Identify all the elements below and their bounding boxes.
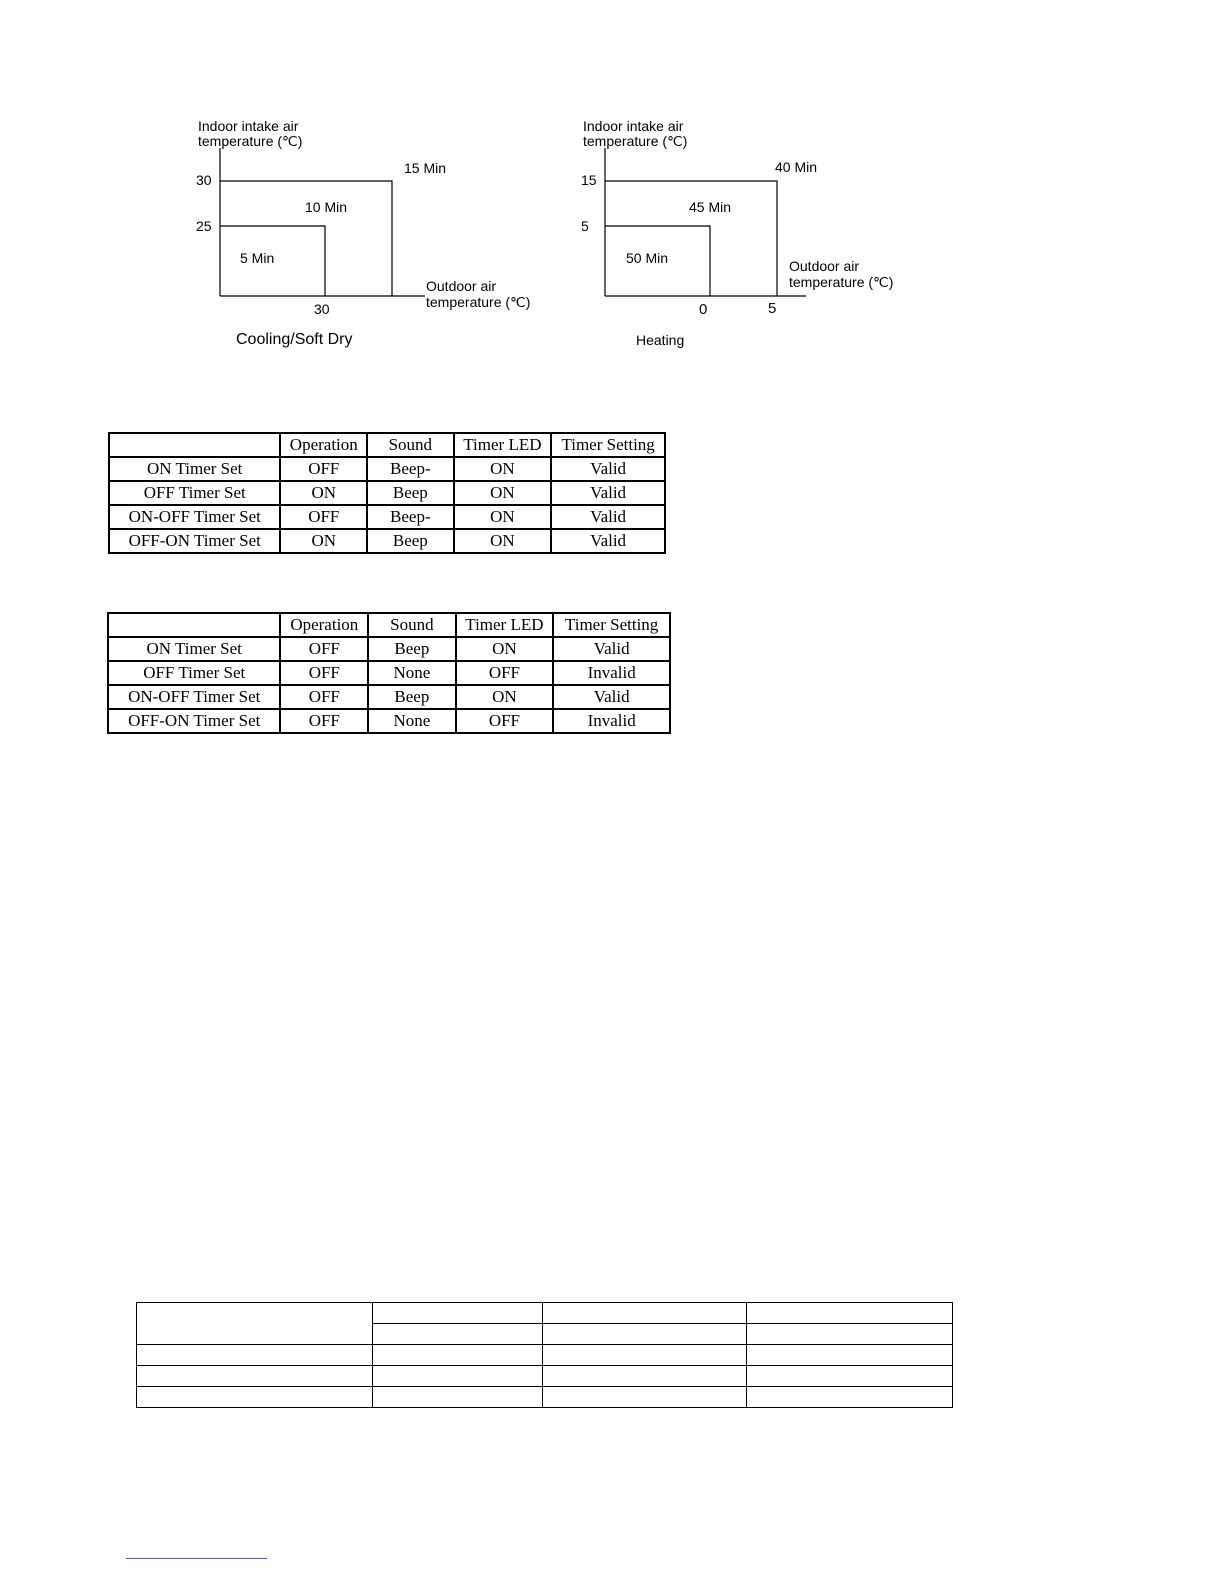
table-cell [137,1387,373,1408]
cooling-xlabel-line2: temperature (℃) [426,294,531,310]
heating-zone-inner-label: 50 Min [626,250,669,266]
heating-xlabel-line1: Outdoor air [789,258,860,274]
table-cell: Beep [368,685,455,709]
table-cell [137,1345,373,1366]
table-cell: OFF Timer Set [109,481,280,505]
heating-caption: Heating [636,332,685,348]
table-cell [372,1387,543,1408]
table-cell: Beep [368,637,455,661]
table-header-cell: Timer LED [454,433,552,457]
heating-zone-middle-label: 45 Min [689,199,732,215]
table-cell: OFF [280,709,368,733]
table-cell [747,1345,953,1366]
table-cell [137,1303,373,1345]
table-header-cell: Timer Setting [551,433,665,457]
table-header-cell: Timer LED [456,613,554,637]
table-row [109,481,665,505]
table-cell: ON-OFF Timer Set [109,505,280,529]
table-cell [747,1366,953,1387]
table-cell: ON [280,529,367,553]
table-cell: None [368,661,455,685]
cooling-zone-inner-label: 5 Min [240,250,275,266]
table-row [109,457,665,481]
table-cell: Beep- [367,457,453,481]
table-cell [543,1345,747,1366]
table-cell: OFF [456,709,554,733]
table-cell [543,1303,747,1324]
empty-grid-table [136,1302,953,1408]
table-cell: Valid [551,457,665,481]
table-cell [372,1303,543,1324]
heating-xtick-high: 5 [768,300,777,317]
table-header-cell [109,433,280,457]
table-cell: OFF [280,661,368,685]
table-cell: Valid [553,637,670,661]
table-cell: None [368,709,455,733]
table-cell: ON [454,481,552,505]
cooling-xtick: 30 [314,301,330,317]
timer-table-1 [108,432,666,554]
table-row [108,661,670,685]
table-row [108,709,670,733]
heating-ylabel-line1: Indoor intake air [583,118,684,134]
table-cell: Valid [551,481,665,505]
cooling-zone-outer-label: 15 Min [404,160,447,176]
table-row [109,529,665,553]
table-row [108,685,670,709]
table-cell: ON [456,685,554,709]
table-header-cell: Sound [368,613,455,637]
table-cell [543,1366,747,1387]
cooling-diagram [220,148,425,296]
table-cell [747,1387,953,1408]
table-row [137,1366,953,1387]
table-cell: OFF-ON Timer Set [109,529,280,553]
table-cell: ON [454,505,552,529]
table-header-cell: Timer Setting [553,613,670,637]
cooling-zone-middle-label: 10 Min [305,199,348,215]
heating-xlabel-line2: temperature (℃) [789,274,894,290]
table-cell: Valid [551,529,665,553]
table-row [109,505,665,529]
cooling-xlabel-line1: Outdoor air [426,278,497,294]
table-header-row [108,613,670,637]
cooling-caption: Cooling/Soft Dry [236,331,353,348]
table-cell: Valid [553,685,670,709]
table-header-cell: Operation [280,433,367,457]
cooling-ylabel-line1: Indoor intake air [198,118,299,134]
table-cell [372,1324,543,1345]
defrost-diagrams [0,0,1224,400]
table-row [137,1387,953,1408]
table-cell: Beep- [367,505,453,529]
table-cell: ON Timer Set [109,457,280,481]
table-cell: Valid [551,505,665,529]
heating-ylabel-line2: temperature (℃) [583,133,688,149]
table-cell: OFF [280,457,367,481]
table-cell [747,1303,953,1324]
table-cell [747,1324,953,1345]
table-row [108,637,670,661]
table-cell: Invalid [553,709,670,733]
table-header-cell [108,613,280,637]
cooling-ytick-high: 30 [196,172,212,188]
table-cell: ON [280,481,367,505]
table-cell: OFF [280,637,368,661]
footnote-separator [126,1558,267,1559]
heating-xtick-low: 0 [699,301,708,318]
table-cell: OFF Timer Set [108,661,280,685]
heating-ytick-low: 5 [581,218,589,234]
table-cell: OFF [280,685,368,709]
table-cell: Beep [367,481,453,505]
heating-ytick-high: 15 [581,172,597,188]
table-cell [372,1366,543,1387]
table-cell: OFF [280,505,367,529]
table-cell: ON Timer Set [108,637,280,661]
cooling-ylabel-line2: temperature (℃) [198,133,303,149]
table-header-row [109,433,665,457]
table-row [137,1303,953,1324]
table-cell: ON [456,637,554,661]
table-cell: ON [454,457,552,481]
table-cell: Invalid [553,661,670,685]
table-cell [543,1324,747,1345]
cooling-ytick-low: 25 [196,218,212,234]
timer-table-2 [107,612,671,734]
table-cell [372,1345,543,1366]
table-cell [543,1387,747,1408]
table-header-cell: Sound [367,433,453,457]
table-row [137,1345,953,1366]
table-cell: ON-OFF Timer Set [108,685,280,709]
table-cell: OFF-ON Timer Set [108,709,280,733]
table-header-cell: Operation [280,613,368,637]
table-cell: OFF [456,661,554,685]
table-cell: ON [454,529,552,553]
heating-zone-outer-label: 40 Min [775,159,818,175]
table-cell: Beep [367,529,453,553]
table-cell [137,1366,373,1387]
